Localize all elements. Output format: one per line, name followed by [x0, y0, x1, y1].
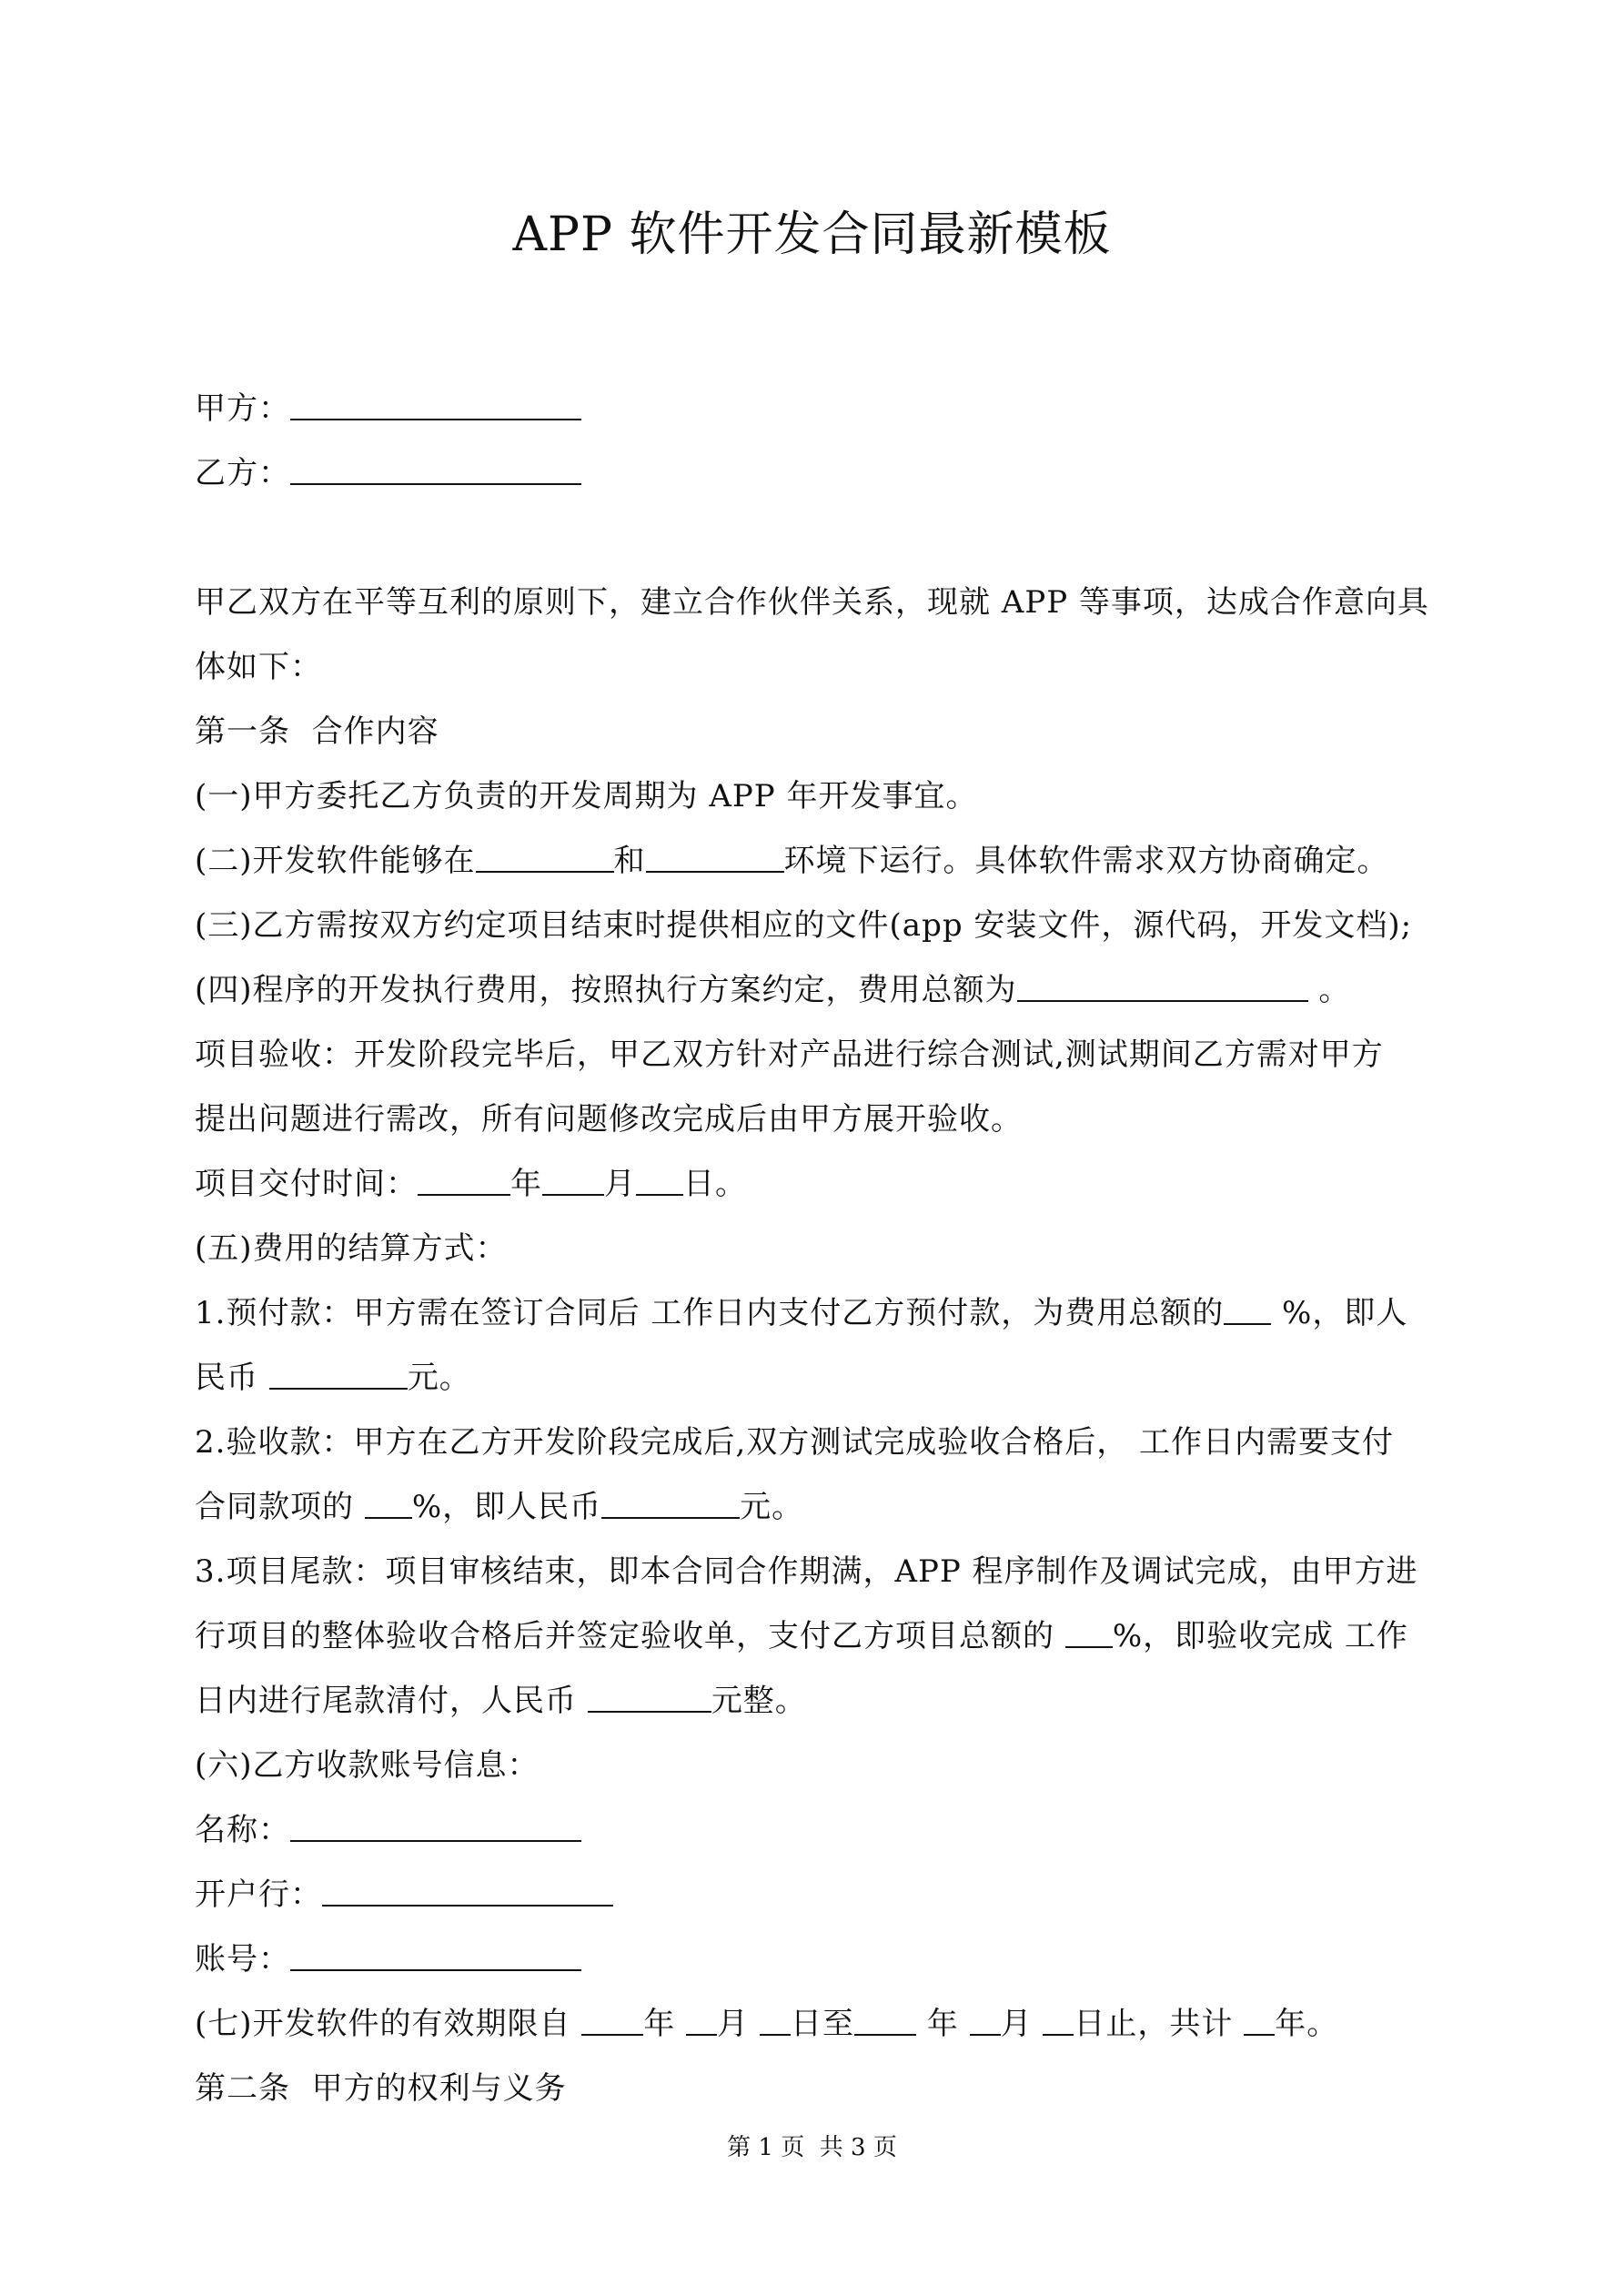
clause-2 — [195, 829, 1441, 894]
payment-3-text-e: 元整。 — [711, 1683, 807, 1719]
payment-3-text-b: 行项目的整体验收合格后并签定验收单，支付乙方项目总额的 — [195, 1618, 1065, 1654]
payment-3-amount-blank — [588, 1680, 711, 1713]
clause-2-blank-2 — [646, 840, 784, 873]
delivery-day-blank — [636, 1163, 683, 1196]
page-footer: 第 1 页 共 3 页 — [727, 2134, 897, 2161]
payment-1-text-a: 1.预付款：甲方需在签订合同后 工作日内支付乙方预付款，为费用总额的 — [195, 1295, 1225, 1331]
document-body — [195, 377, 1441, 2121]
payment-2-text-b: 合同款项的 — [195, 1489, 365, 1525]
payment-2-percent-blank — [365, 1486, 412, 1519]
clause-5: (五)费用的结算方式： — [195, 1230, 508, 1267]
payment-3-line-3 — [195, 1669, 1441, 1734]
payment-2-text-d: 元。 — [740, 1489, 804, 1525]
clause-7-end-month-blank — [970, 2003, 1001, 2036]
clause-7-text-b: 年 — [643, 2006, 687, 2042]
party-a-label: 甲方： — [195, 390, 290, 427]
intro-line-2: 体如下： — [195, 649, 322, 685]
delivery-month-text: 月 — [604, 1166, 636, 1202]
clause-7-text-f: 月 — [1000, 2006, 1044, 2042]
party-b-blank — [290, 452, 581, 485]
delivery-day-text: 日。 — [683, 1166, 747, 1202]
clause-7-start-year-blank — [581, 2003, 643, 2036]
payment-1-percent-blank — [1224, 1292, 1271, 1325]
clause-4-blank — [1017, 969, 1308, 1002]
clause-7-end-year-blank — [854, 2003, 916, 2036]
account-name-blank — [290, 1809, 581, 1842]
clause-7-text-a: (七)开发软件的有效期限自 — [195, 2006, 582, 2042]
account-number-line — [195, 1927, 1441, 1992]
party-b-label: 乙方： — [195, 455, 290, 491]
payment-2-text-c: %，即人民币 — [411, 1489, 602, 1525]
clause-7 — [195, 1992, 1441, 2057]
clause-2-blank-1 — [476, 840, 614, 873]
intro-line-1: 甲乙双方在平等互利的原则下，建立合作伙伴关系，现就 APP 等事项，达成合作意向具 — [195, 584, 1429, 621]
document-title: APP 软件开发合同最新模板 — [512, 207, 1112, 262]
article-1-heading: 第一条 合作内容 — [195, 713, 439, 750]
payment-3-line-1: 3.项目尾款：项目审核结束，即本合同合作期满，APP 程序制作及调试完成，由甲方进 — [195, 1553, 1418, 1590]
clause-7-end-day-blank — [1043, 2003, 1074, 2036]
payment-1-line-2 — [195, 1346, 1441, 1411]
account-bank-blank — [322, 1874, 613, 1907]
clause-4 — [195, 958, 1441, 1023]
acceptance-line-1: 项目验收：开发阶段完毕后，甲乙双方针对产品进行综合测试,测试期间乙方需对甲方 — [195, 1037, 1384, 1073]
clause-4-text-a: (四)程序的开发执行费用，按照执行方案约定，费用总额为 — [195, 972, 1017, 1008]
payment-2-line-2 — [195, 1475, 1441, 1540]
clause-7-start-month-blank — [686, 2003, 717, 2036]
delivery-label: 项目交付时间： — [195, 1166, 418, 1202]
clause-2-text-a: (二)开发软件能够在 — [195, 843, 476, 879]
payment-1-amount-blank — [269, 1357, 408, 1390]
account-number-label: 账号： — [195, 1941, 290, 1977]
payment-2-amount-blank — [601, 1486, 740, 1519]
party-b-line — [195, 441, 1441, 506]
payment-1-text-b: %，即人 — [1271, 1295, 1408, 1331]
clause-7-start-day-blank — [760, 2003, 791, 2036]
delivery-month-blank — [542, 1163, 604, 1196]
account-bank-line — [195, 1863, 1441, 1927]
payment-3-text-d: 日内进行尾款清付，人民币 — [195, 1683, 588, 1719]
clause-3: (三)乙方需按双方约定项目结束时提供相应的文件(app 安装文件，源代码，开发文档); — [195, 907, 1413, 944]
clause-2-text-b: 和 — [613, 843, 646, 879]
clause-6: (六)乙方收款账号信息： — [195, 1747, 540, 1784]
account-number-blank — [290, 1938, 581, 1971]
account-name-label: 名称： — [195, 1812, 290, 1848]
payment-1-line-1 — [195, 1281, 1441, 1346]
payment-2-line-1: 2.验收款：甲方在乙方开发阶段完成后,双方测试完成验收合格后， 工作日内需要支付 — [195, 1424, 1395, 1461]
clause-7-text-d: 日至 — [790, 2006, 854, 2042]
delivery-year-blank — [418, 1163, 510, 1196]
clause-7-text-h: 年。 — [1275, 2006, 1339, 2042]
party-a-line — [195, 377, 1441, 441]
clause-7-total-years-blank — [1244, 2003, 1275, 2036]
clause-1: (一)甲方委托乙方负责的开发周期为 APP 年开发事宜。 — [195, 778, 978, 814]
account-bank-label: 开户行： — [195, 1876, 322, 1913]
clause-2-text-c: 环境下运行。具体软件需求双方协商确定。 — [783, 843, 1389, 879]
account-name-line — [195, 1798, 1441, 1863]
article-2-heading: 第二条 甲方的权利与义务 — [195, 2070, 567, 2107]
delivery-year-text: 年 — [510, 1166, 542, 1202]
payment-3-line-2 — [195, 1604, 1441, 1669]
clause-7-text-e: 年 — [915, 2006, 970, 2042]
delivery-time — [195, 1152, 1441, 1217]
payment-3-text-c: %，即验收完成 工作 — [1112, 1618, 1408, 1654]
clause-4-text-b: 。 — [1307, 972, 1351, 1008]
payment-3-percent-blank — [1065, 1615, 1113, 1648]
spacer — [195, 506, 1441, 571]
payment-1-text-d: 元。 — [407, 1360, 471, 1396]
acceptance-line-2: 提出问题进行需改，所有问题修改完成后由甲方展开验收。 — [195, 1101, 1023, 1138]
clause-7-text-c: 月 — [717, 2006, 760, 2042]
payment-1-text-c: 民币 — [195, 1360, 269, 1396]
clause-7-text-g: 日止，共计 — [1074, 2006, 1245, 2042]
party-a-blank — [290, 388, 581, 420]
